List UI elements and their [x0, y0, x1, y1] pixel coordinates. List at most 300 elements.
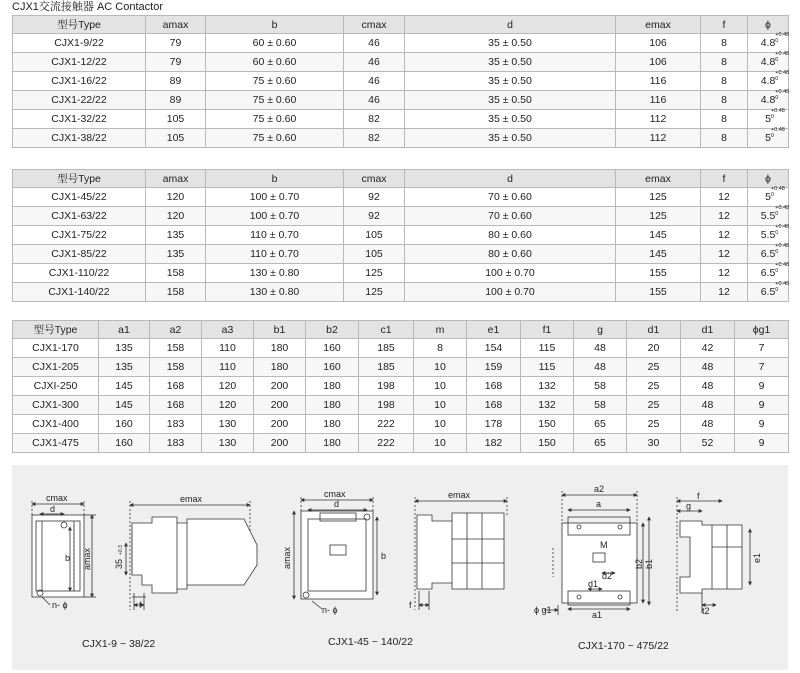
model-type-cell: CJX1-300: [13, 396, 99, 415]
model-type-cell: CJX1-475: [13, 434, 99, 453]
model-type-cell: CJXI-250: [13, 377, 99, 396]
drawing-2-front-view: [294, 497, 377, 609]
table-cell: 158: [150, 358, 202, 377]
phi-value: [760, 70, 790, 87]
table-row: [13, 377, 789, 396]
label-b1-3: b1: [644, 558, 654, 569]
table-cell: 130 ± 0.80: [206, 283, 344, 302]
label-d-2: d: [334, 499, 340, 509]
table-row: [13, 207, 789, 226]
table-cell: 79: [146, 34, 206, 53]
column-header: a2: [150, 321, 202, 339]
phi-value: [760, 224, 790, 241]
phi-value: [760, 262, 790, 279]
column-header: c1: [359, 321, 414, 339]
phi-tolerance-upper: +0.48: [775, 70, 790, 76]
table-cell: 125: [616, 207, 701, 226]
table-cell: 200: [254, 396, 306, 415]
phi-base: 5: [765, 132, 771, 144]
table-cell: 75 ± 0.60: [206, 110, 344, 129]
phi-tolerance: [771, 127, 785, 139]
table-cell: 12: [701, 226, 748, 245]
table-cell: 112: [616, 110, 701, 129]
table-cell: 198: [359, 377, 414, 396]
table-cell: 10: [414, 415, 467, 434]
table-row: [13, 415, 789, 434]
table-cell: 120: [202, 396, 254, 415]
table-row: [13, 396, 789, 415]
table-cell: 75 ± 0.60: [206, 72, 344, 91]
table-cell: 10: [414, 434, 467, 453]
table-cell: 8: [701, 53, 748, 72]
dimension-table-3: [12, 320, 789, 453]
table-header-row: [13, 321, 789, 339]
label-cmax-2: cmax: [324, 489, 346, 499]
phi-value: [760, 51, 790, 68]
column-header: b: [206, 170, 344, 188]
table-cell: 110: [202, 339, 254, 358]
table-cell: 92: [344, 207, 405, 226]
column-header: a1: [99, 321, 150, 339]
table-cell: 70 ± 0.60: [405, 207, 616, 226]
table-cell: 105: [146, 110, 206, 129]
phi-value: [760, 281, 790, 298]
table-cell: 48: [681, 396, 735, 415]
table-cell: 48: [681, 358, 735, 377]
phi-base: 4.8: [760, 56, 776, 68]
table-cell: 110: [202, 358, 254, 377]
phi-cell: [748, 245, 789, 264]
table-cell: 75 ± 0.60: [206, 91, 344, 110]
model-type-cell: CJX1-63/22: [13, 207, 146, 226]
model-type-cell: CJX1-22/22: [13, 91, 146, 110]
phi-cell: [748, 226, 789, 245]
table-cell: 52: [681, 434, 735, 453]
phi-tolerance-upper: +0.48: [775, 205, 790, 211]
phi-tolerance: [775, 205, 789, 217]
table-cell: 180: [254, 339, 306, 358]
column-header: amax: [146, 170, 206, 188]
model-type-cell: CJX1-85/22: [13, 245, 146, 264]
table-cell: 89: [146, 72, 206, 91]
dimension-drawings: [12, 465, 788, 670]
table-cell: 116: [616, 72, 701, 91]
table-row: [13, 72, 789, 91]
model-type-cell: CJX1-9/22: [13, 34, 146, 53]
model-type-cell: CJX1-205: [13, 358, 99, 377]
table-cell: 9: [735, 415, 789, 434]
table-cell: 160: [306, 339, 359, 358]
table-cell: 160: [99, 415, 150, 434]
phi-value: [760, 243, 790, 260]
table-cell: 180: [254, 358, 306, 377]
caption-drawing-3: CJX1-170 ~ 475/22: [578, 640, 669, 652]
table-cell: 25: [627, 377, 681, 396]
table-row: [13, 129, 789, 148]
phi-tolerance-upper: +0.48: [770, 127, 785, 133]
table-cell: 100 ± 0.70: [206, 207, 344, 226]
phi-value: [765, 127, 785, 144]
column-header: e1: [467, 321, 521, 339]
table-cell: 110 ± 0.70: [206, 245, 344, 264]
table-cell: 20: [627, 339, 681, 358]
table-cell: 200: [254, 415, 306, 434]
label-emax-2: emax: [448, 490, 471, 500]
column-header: cmax: [344, 170, 405, 188]
table-cell: 222: [359, 415, 414, 434]
table-cell: 120: [146, 207, 206, 226]
phi-tolerance: [775, 51, 789, 63]
phi-cell: [748, 110, 789, 129]
phi-cell: [748, 53, 789, 72]
table-cell: 200: [254, 434, 306, 453]
table-cell: 135: [99, 358, 150, 377]
table-cell: 100 ± 0.70: [405, 264, 616, 283]
table-cell: 222: [359, 434, 414, 453]
table-cell: 145: [616, 245, 701, 264]
table-cell: 7: [735, 339, 789, 358]
table-cell: 159: [467, 358, 521, 377]
table-header-row: [13, 170, 789, 188]
phi-tolerance-upper: +0.48: [775, 32, 790, 38]
table-cell: 82: [344, 110, 405, 129]
phi-tolerance: [775, 262, 789, 274]
phi-base: 6.5: [760, 248, 776, 260]
phi-base: 5: [765, 113, 771, 125]
table-cell: 183: [150, 415, 202, 434]
label-f-2: f: [409, 600, 412, 610]
table-cell: 158: [150, 339, 202, 358]
table-cell: 46: [344, 91, 405, 110]
table-cell: 75 ± 0.60: [206, 129, 344, 148]
phi-tolerance: [775, 224, 789, 236]
table-cell: 115: [521, 358, 574, 377]
table-header-row: [13, 16, 789, 34]
label-a1-3: a1: [592, 610, 603, 620]
table-row: [13, 110, 789, 129]
table-cell: 130: [202, 415, 254, 434]
table-cell: 8: [701, 72, 748, 91]
table-cell: 10: [414, 358, 467, 377]
label-b-2: b: [381, 551, 387, 561]
label-f-1: f: [139, 600, 142, 610]
caption-drawing-1: CJX1-9 ~ 38/22: [82, 638, 156, 650]
column-header: b: [206, 16, 344, 34]
column-header: m: [414, 321, 467, 339]
phi-tolerance-lower: 0: [775, 76, 779, 82]
table-cell: 25: [627, 415, 681, 434]
phi-tolerance-lower: 0: [775, 249, 779, 255]
column-header: emax: [616, 16, 701, 34]
table-cell: 89: [146, 91, 206, 110]
table-cell: 158: [146, 264, 206, 283]
column-header: cmax: [344, 16, 405, 34]
caption-drawing-2: CJX1-45 ~ 140/22: [328, 636, 413, 648]
label-t2-3: t2: [702, 606, 710, 616]
table-cell: 105: [146, 129, 206, 148]
label-phi-g1-3: ϕ g1: [534, 605, 552, 615]
table-cell: 46: [344, 72, 405, 91]
table-cell: 105: [344, 245, 405, 264]
phi-value: [765, 186, 785, 203]
table-cell: 58: [574, 377, 627, 396]
phi-value: [760, 205, 790, 222]
table-cell: 7: [735, 358, 789, 377]
model-type-cell: CJX1-170: [13, 339, 99, 358]
label-f-3: f: [697, 491, 700, 501]
phi-tolerance: [775, 89, 789, 101]
label-d1-3: d1: [588, 579, 599, 589]
column-header: 型号Type: [13, 321, 99, 339]
table-cell: 58: [574, 396, 627, 415]
table-cell: 125: [344, 283, 405, 302]
table-cell: 180: [306, 434, 359, 453]
phi-tolerance: [771, 186, 785, 198]
phi-tolerance-lower: 0: [775, 57, 779, 63]
dimension-drawings-panel: [12, 465, 788, 670]
table-cell: 185: [359, 358, 414, 377]
label-n-phi-2: n- ϕ: [322, 605, 338, 615]
table-cell: 200: [254, 377, 306, 396]
label-g-3: g: [686, 501, 692, 511]
table-cell: 150: [521, 434, 574, 453]
table-row: [13, 53, 789, 72]
table-cell: 150: [521, 415, 574, 434]
table-row: [13, 283, 789, 302]
table-cell: 130: [202, 434, 254, 453]
phi-cell: [748, 188, 789, 207]
table-cell: 8: [414, 339, 467, 358]
table-cell: 106: [616, 34, 701, 53]
table-cell: 35 ± 0.50: [405, 110, 616, 129]
label-35-tol-1: +0.3: [118, 545, 124, 555]
column-header: emax: [616, 170, 701, 188]
table-cell: 25: [627, 358, 681, 377]
table-cell: 154: [467, 339, 521, 358]
phi-tolerance-lower: 0: [775, 230, 779, 236]
label-b2-3: b2: [634, 558, 644, 569]
table-row: [13, 245, 789, 264]
table-cell: 10: [414, 396, 467, 415]
phi-tolerance-upper: +0.48: [775, 89, 790, 95]
table-cell: 48: [574, 339, 627, 358]
column-header: d1: [627, 321, 681, 339]
column-header: a3: [202, 321, 254, 339]
table-cell: 82: [344, 129, 405, 148]
table-cell: 79: [146, 53, 206, 72]
table-cell: 168: [150, 377, 202, 396]
table-cell: 35 ± 0.50: [405, 129, 616, 148]
table-cell: 158: [146, 283, 206, 302]
column-header: ϕ: [748, 16, 789, 34]
phi-tolerance: [775, 70, 789, 82]
table-cell: 100 ± 0.70: [405, 283, 616, 302]
phi-cell: [748, 72, 789, 91]
table-cell: 106: [616, 53, 701, 72]
label-n-phi-1: n- ϕ: [52, 600, 68, 610]
table-cell: 12: [701, 264, 748, 283]
table-cell: 112: [616, 129, 701, 148]
table-row: [13, 339, 789, 358]
table-cell: 12: [701, 207, 748, 226]
phi-value: [760, 32, 790, 49]
table-cell: 180: [306, 415, 359, 434]
table-cell: 48: [574, 358, 627, 377]
phi-cell: [748, 207, 789, 226]
label-a-3: a: [596, 499, 602, 509]
phi-tolerance: [775, 281, 789, 293]
model-type-cell: CJX1-38/22: [13, 129, 146, 148]
label-emax-1: emax: [180, 494, 203, 504]
phi-base: 6.5: [760, 267, 776, 279]
table-row: [13, 188, 789, 207]
column-header: b2: [306, 321, 359, 339]
phi-tolerance-upper: +0.48: [775, 243, 790, 249]
table-cell: 168: [150, 396, 202, 415]
column-header: ϕg1: [735, 321, 789, 339]
table-cell: 180: [306, 396, 359, 415]
model-type-cell: CJX1-400: [13, 415, 99, 434]
model-type-cell: CJX1-110/22: [13, 264, 146, 283]
column-header: 型号Type: [13, 170, 146, 188]
phi-tolerance-lower: 0: [775, 287, 779, 293]
phi-base: 5: [765, 191, 771, 203]
table-cell: 160: [306, 358, 359, 377]
table-cell: 35 ± 0.50: [405, 34, 616, 53]
table-cell: 105: [344, 226, 405, 245]
table-cell: 30: [627, 434, 681, 453]
table-cell: 160: [99, 434, 150, 453]
phi-base: 4.8: [760, 75, 776, 87]
label-d-1: d: [50, 504, 56, 514]
table-cell: 168: [467, 377, 521, 396]
table-cell: 145: [616, 226, 701, 245]
table-cell: 115: [521, 339, 574, 358]
table-cell: 180: [306, 377, 359, 396]
dimension-table-2: [12, 169, 789, 302]
drawing-3-front-view: [544, 491, 649, 615]
label-cmax-1: cmax: [46, 493, 68, 503]
label-e1-3: e1: [752, 552, 762, 563]
phi-value: [765, 108, 785, 125]
table-cell: 8: [701, 34, 748, 53]
table-cell: 120: [202, 377, 254, 396]
column-header: b1: [254, 321, 306, 339]
table-cell: 8: [701, 110, 748, 129]
table-cell: 132: [521, 377, 574, 396]
phi-base: 4.8: [760, 37, 776, 49]
table-cell: 48: [681, 415, 735, 434]
table-row: [13, 434, 789, 453]
table-cell: 8: [701, 91, 748, 110]
label-amax-2: amax: [282, 546, 292, 569]
table-cell: 178: [467, 415, 521, 434]
column-header: d: [405, 170, 616, 188]
table-cell: 9: [735, 377, 789, 396]
table-cell: 9: [735, 434, 789, 453]
label-b-1: b: [65, 553, 71, 563]
column-header: g: [574, 321, 627, 339]
model-type-cell: CJX1-32/22: [13, 110, 146, 129]
table-cell: 65: [574, 415, 627, 434]
table-cell: 9: [735, 396, 789, 415]
label-a2-3: a2: [594, 484, 605, 494]
table-cell: 35 ± 0.50: [405, 72, 616, 91]
column-header: 型号Type: [13, 16, 146, 34]
label-amax-1: amax: [82, 547, 92, 570]
column-header: f: [701, 16, 748, 34]
phi-tolerance: [771, 108, 785, 120]
table-row: [13, 226, 789, 245]
phi-tolerance-lower: 0: [770, 192, 774, 198]
table-cell: 8: [701, 129, 748, 148]
phi-cell: [748, 34, 789, 53]
table-cell: 198: [359, 396, 414, 415]
table-cell: 35 ± 0.50: [405, 53, 616, 72]
table-cell: 80 ± 0.60: [405, 245, 616, 264]
table-cell: 130 ± 0.80: [206, 264, 344, 283]
phi-tolerance-upper: +0.48: [775, 281, 790, 287]
table-cell: 145: [99, 396, 150, 415]
table-cell: 100 ± 0.70: [206, 188, 344, 207]
table-cell: 10: [414, 377, 467, 396]
table-cell: 110 ± 0.70: [206, 226, 344, 245]
drawing-2-side-view: [415, 497, 507, 610]
table-cell: 135: [99, 339, 150, 358]
table-cell: 80 ± 0.60: [405, 226, 616, 245]
table-cell: 120: [146, 188, 206, 207]
phi-tolerance: [775, 32, 789, 44]
table-cell: 185: [359, 339, 414, 358]
table-cell: 92: [344, 188, 405, 207]
column-header: f1: [521, 321, 574, 339]
table-cell: 116: [616, 91, 701, 110]
phi-cell: [748, 91, 789, 110]
table-cell: 60 ± 0.60: [206, 53, 344, 72]
phi-cell: [748, 283, 789, 302]
table-cell: 125: [616, 188, 701, 207]
table-cell: 132: [521, 396, 574, 415]
page-title: CJX1交流接触器 AC Contactor: [12, 1, 163, 13]
column-header: amax: [146, 16, 206, 34]
model-type-cell: CJX1-140/22: [13, 283, 146, 302]
phi-tolerance-lower: 0: [775, 38, 779, 44]
phi-tolerance-lower: 0: [775, 95, 779, 101]
column-header: ϕ: [748, 170, 789, 188]
phi-base: 6.5: [760, 286, 776, 298]
table-row: [13, 91, 789, 110]
phi-tolerance-upper: +0.48: [770, 108, 785, 114]
table-row: [13, 34, 789, 53]
column-header: d1: [681, 321, 735, 339]
table-cell: 135: [146, 245, 206, 264]
table-cell: 183: [150, 434, 202, 453]
phi-tolerance-lower: 0: [775, 211, 779, 217]
table-cell: 46: [344, 53, 405, 72]
table-row: [13, 264, 789, 283]
table-cell: 60 ± 0.60: [206, 34, 344, 53]
model-type-cell: CJX1-12/22: [13, 53, 146, 72]
phi-base: 5.5: [760, 229, 776, 241]
phi-base: 5.5: [760, 210, 776, 222]
table-cell: 35 ± 0.50: [405, 91, 616, 110]
label-35-1: 35: [114, 558, 124, 569]
table-cell: 48: [681, 377, 735, 396]
phi-tolerance-lower: 0: [770, 114, 774, 120]
dimension-table-1: [12, 15, 789, 148]
drawing-3-side-view: [677, 497, 750, 613]
table-cell: 155: [616, 264, 701, 283]
